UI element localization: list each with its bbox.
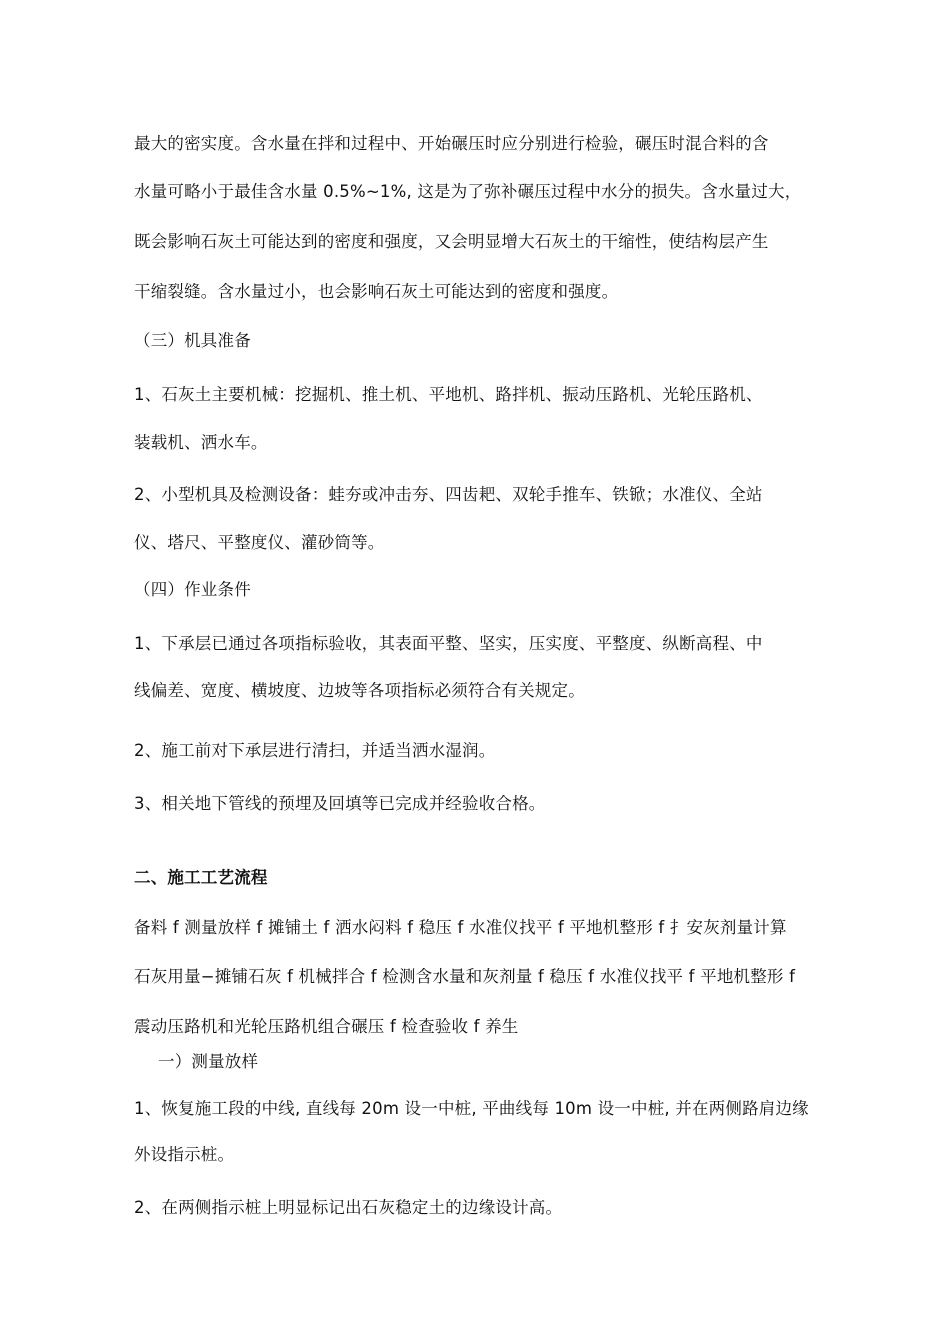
paragraph-line: 水量可略小于最佳含水量 0.5%~1%, 这是为了弥补碾压过程中水分的损失。含水量过大，: [134, 182, 802, 201]
paragraph-line: 既会影响石灰土可能达到的密度和强度，又会明显增大石灰土的干缩性，使结构层产生: [134, 232, 769, 251]
paragraph-line: 仪、塔尺、平整度仪、灌砂筒等。: [134, 533, 385, 552]
paragraph-line: 震动压路机和光轮压路机组合碾压 f 检查验收 f 养生: [134, 1017, 519, 1036]
section-heading: 一）测量放样: [158, 1052, 259, 1071]
paragraph-line: 干缩裂缝。含水量过小，也会影响石灰土可能达到的密度和强度。: [134, 282, 619, 301]
paragraph-line: 3、相关地下管线的预埋及回填等已完成并经验收合格。: [134, 794, 546, 813]
chapter-heading: 二、施工工艺流程: [134, 868, 268, 887]
paragraph-line: 装载机、洒水车。: [134, 433, 268, 452]
paragraph-line: 石灰用量−摊铺石灰 f 机械拌合 f 检测含水量和灰剂量 f 稳压 f 水准仪找平 f 平地机整形 f: [134, 967, 796, 986]
paragraph-line: 备料 f 测量放样 f 摊铺土 f 洒水闷料 f 稳压 f 水准仪找平 f 平地机整形 f 扌安灰剂量计算: [134, 918, 787, 937]
paragraph-line: 2、施工前对下承层进行清扫，并适当洒水湿润。: [134, 741, 496, 760]
paragraph-line: 2、小型机具及检测设备：蛙夯或冲击夯、四齿耙、双轮手推车、铁锨；水准仪、全站: [134, 485, 763, 504]
paragraph-line: 最大的密实度。含水量在拌和过程中、开始碾压时应分别进行检验，碾压时混合料的含: [134, 134, 769, 153]
paragraph-line: 线偏差、宽度、横坡度、边坡等各项指标必须符合有关规定。: [134, 681, 585, 700]
paragraph-line: 1、恢复施工段的中线, 直线每 20m 设一中桩, 平曲线每 10m 设一中桩, 并在两侧路肩边缘: [134, 1099, 809, 1118]
section-heading: （四）作业条件: [134, 580, 251, 599]
paragraph-line: 1、石灰土主要机械：挖掘机、推土机、平地机、路拌机、振动压路机、光轮压路机、: [134, 385, 763, 404]
paragraph-line: 外设指示桩。: [134, 1145, 235, 1164]
section-heading: （三）机具准备: [134, 331, 251, 350]
paragraph-line: 2、在两侧指示桩上明显标记出石灰稳定土的边缘设计高。: [134, 1198, 563, 1217]
paragraph-line: 1、下承层已通过各项指标验收，其表面平整、坚实，压实度、平整度、纵断高程、中: [134, 634, 763, 653]
